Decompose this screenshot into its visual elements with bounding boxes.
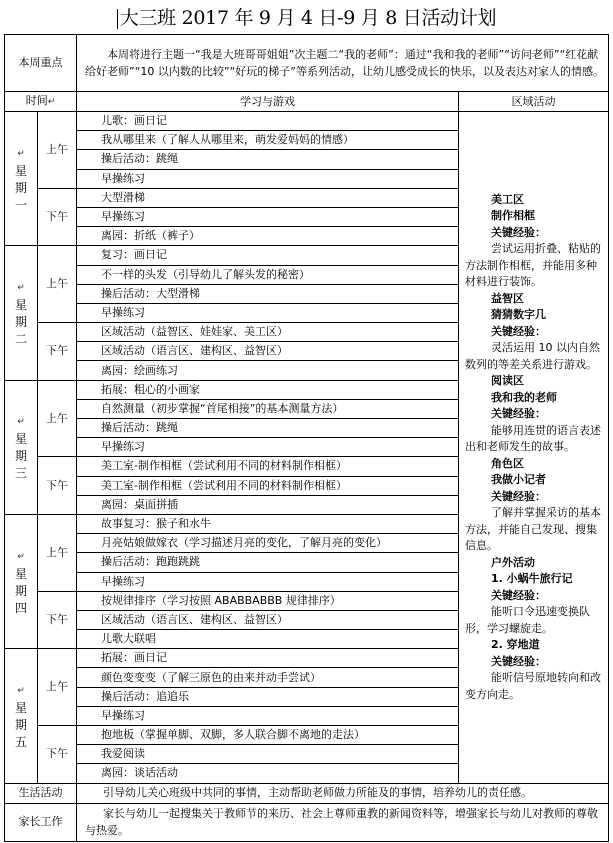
day-label-text: 星 期 五: [14, 700, 27, 749]
key-experience-text: 能听信号原地转向和改变方向走。: [465, 671, 601, 701]
day-label-text: 星 期 三: [14, 432, 27, 481]
day-label: [5, 112, 38, 246]
activity-item: 区域活动（益智区、娃娃家、美工区）: [77, 323, 459, 342]
activity-item: 儿歌：画日记: [77, 112, 459, 131]
day-label-text: 星 期 一: [14, 163, 27, 212]
area-zone: 角色区: [491, 456, 524, 470]
weekly-plan-table: [4, 34, 609, 842]
parents-row: [5, 803, 609, 841]
header-row: [5, 92, 609, 112]
day-label-text: 星 期 四: [14, 566, 27, 615]
key-experience-label: 关键经验：: [491, 225, 546, 239]
parents-label: 家长工作: [5, 803, 77, 841]
activity-item: 早操练习: [77, 169, 459, 188]
activity-item: 我从哪里来（了解人从哪里来，萌发爱妈妈的情感）: [77, 131, 459, 150]
focus-text: 本周将进行主题一“我是大班哥哥姐姐”次主题二“我的老师”：通过“我和我的老师”“访问老师”“红花献给好老师”“10 以内数的比较”“好玩的梯子”等系列活动，让幼儿感受成长的快乐，以及表达对家人的情感。: [77, 35, 609, 92]
activity-item: 操后活动：大型滑梯: [77, 284, 459, 303]
return-mark: ↵: [17, 551, 25, 562]
return-mark: ↵: [17, 282, 25, 293]
area-activity-name: 猜猜数字几: [491, 308, 546, 322]
activity-item: 早操练习: [77, 572, 459, 591]
activity-item: 早操练习: [77, 706, 459, 725]
key-experience-label: 关键经验：: [491, 588, 546, 602]
header-study: 学习与游戏: [77, 92, 459, 112]
activity-item: 故事复习：猴子和水牛: [77, 514, 459, 533]
activity-item: 早操练习: [77, 438, 459, 457]
return-mark: ↵: [17, 417, 25, 428]
am-label: 上午: [38, 246, 77, 323]
activity-item: 操后活动：跳绳: [77, 150, 459, 169]
header-time: 时间↵: [5, 92, 77, 112]
activity-item: 颜色变变变（了解三原色的由来并动手尝试）: [77, 668, 459, 687]
return-mark: ↵: [17, 148, 25, 159]
am-label: 上午: [38, 380, 77, 457]
key-experience-label: 关键经验：: [491, 407, 546, 421]
pm-label: 下午: [38, 188, 77, 246]
am-label: 上午: [38, 112, 77, 189]
activity-item: 按规律排序（学习按照 ABABBABBB 规律排序）: [77, 591, 459, 610]
activity-item: 我爱阅读: [77, 745, 459, 764]
pm-label: 下午: [38, 457, 77, 515]
page-title: [0, 0, 613, 36]
life-row: [5, 783, 609, 803]
area-activity-name: 我和我的老师: [491, 390, 557, 404]
activity-item: 操后活动：追追乐: [77, 687, 459, 706]
activity-item: 月亮姑娘做嫁衣（学习描述月亮的变化，了解月亮的变化）: [77, 534, 459, 553]
text-cursor: [117, 9, 118, 29]
day-label-text: 星 期 二: [14, 297, 27, 346]
activity-item: 早操练习: [77, 303, 459, 322]
key-experience-text: 能听口令迅速变换队形，学习螺旋走。: [465, 605, 590, 635]
key-experience-text: 能够用连贯的语言表述出和老师发生的故事。: [465, 423, 601, 454]
life-label: 生活活动: [5, 783, 77, 803]
outdoor-title: 户外活动: [491, 555, 535, 569]
activity-item: 操后活动：跳绳: [77, 419, 459, 438]
activity-item: 离园：谈话活动: [77, 764, 459, 783]
day-label: [5, 649, 38, 783]
activity-item: 离园：折纸（裤子）: [77, 227, 459, 246]
focus-row: [5, 35, 609, 92]
day-1-row: [5, 112, 609, 131]
key-experience-text: 了解并掌握采访的基本方法，并能自己发现、搜集信息。: [465, 506, 601, 553]
return-mark: ↵: [17, 685, 25, 696]
pm-label: 下午: [38, 591, 77, 649]
activity-item: 区域活动（语言区、建构区、益智区）: [77, 610, 459, 629]
area-zone: 益智区: [491, 291, 524, 305]
activity-item: 操后活动：跑跑跳跳: [77, 553, 459, 572]
day-label: [5, 246, 38, 380]
activity-item: 抱地板（掌握单脚、双脚，多人联合脚不离地的走法）: [77, 726, 459, 745]
key-experience-text: 尝试运用折叠、粘贴的方法制作相框，并能用多种材料进行装饰。: [465, 242, 601, 289]
activity-item: 美工室-制作相框（尝试利用不同的材料制作相框）: [77, 457, 459, 476]
area-activities: [459, 112, 609, 784]
activity-item: 拓展：粗心的小画家: [77, 380, 459, 399]
page-title-text: 大三班 2017 年 9 月 4 日-9 月 8 日活动计划: [119, 7, 497, 29]
activity-item: 离园：桌面拼插: [77, 495, 459, 514]
activity-item: 美工室-制作相框（尝试利用不同的材料制作相框）: [77, 476, 459, 495]
area-zone: 阅读区: [491, 374, 524, 388]
activity-item: 早操练习: [77, 207, 459, 226]
activity-item: 大型滑梯: [77, 188, 459, 207]
activity-item: 不一样的头发（引导幼儿了解头发的秘密）: [77, 265, 459, 284]
key-experience-label: 关键经验：: [491, 489, 546, 503]
life-text: 引导幼儿关心班级中共同的事情，主动帮助老师做力所能及的事情，培养幼儿的责任感。: [77, 783, 609, 803]
am-label: 上午: [38, 649, 77, 726]
activity-item: 儿歌大联唱: [77, 630, 459, 649]
key-experience-label: 关键经验：: [491, 324, 546, 338]
outdoor-activity-name: 2. 穿地道: [491, 638, 540, 652]
day-label: [5, 514, 38, 648]
activity-item: 复习：画日记: [77, 246, 459, 265]
day-label: [5, 380, 38, 514]
activity-item: 离园：绘画练习: [77, 361, 459, 380]
key-experience-text: 灵活运用 10 以内自然数列的等差关系进行游戏。: [465, 341, 600, 371]
area-activity-name: 制作相框: [491, 209, 535, 223]
parents-text: 家长与幼儿一起搜集关于教师节的来历、社会上尊师重教的新闻资料等，增强家长与幼儿对教师的尊敬与热爱。: [77, 803, 609, 841]
activity-item: 自然测量（初步掌握“首尾相接”的基本测量方法）: [77, 399, 459, 418]
header-area: 区域活动: [459, 92, 609, 112]
area-zone: 美工区: [491, 192, 524, 206]
outdoor-activity-name: 1. 小蜗牛旅行记: [491, 572, 573, 586]
key-experience-label: 关键经验：: [491, 654, 546, 668]
am-label: 上午: [38, 514, 77, 591]
pm-label: 下午: [38, 323, 77, 381]
activity-item: 拓展：画日记: [77, 649, 459, 668]
area-activity-name: 我做小记者: [491, 473, 546, 487]
pm-label: 下午: [38, 726, 77, 784]
focus-label: 本周重点: [5, 35, 77, 92]
activity-item: 区域活动（语言区、建构区、益智区）: [77, 342, 459, 361]
